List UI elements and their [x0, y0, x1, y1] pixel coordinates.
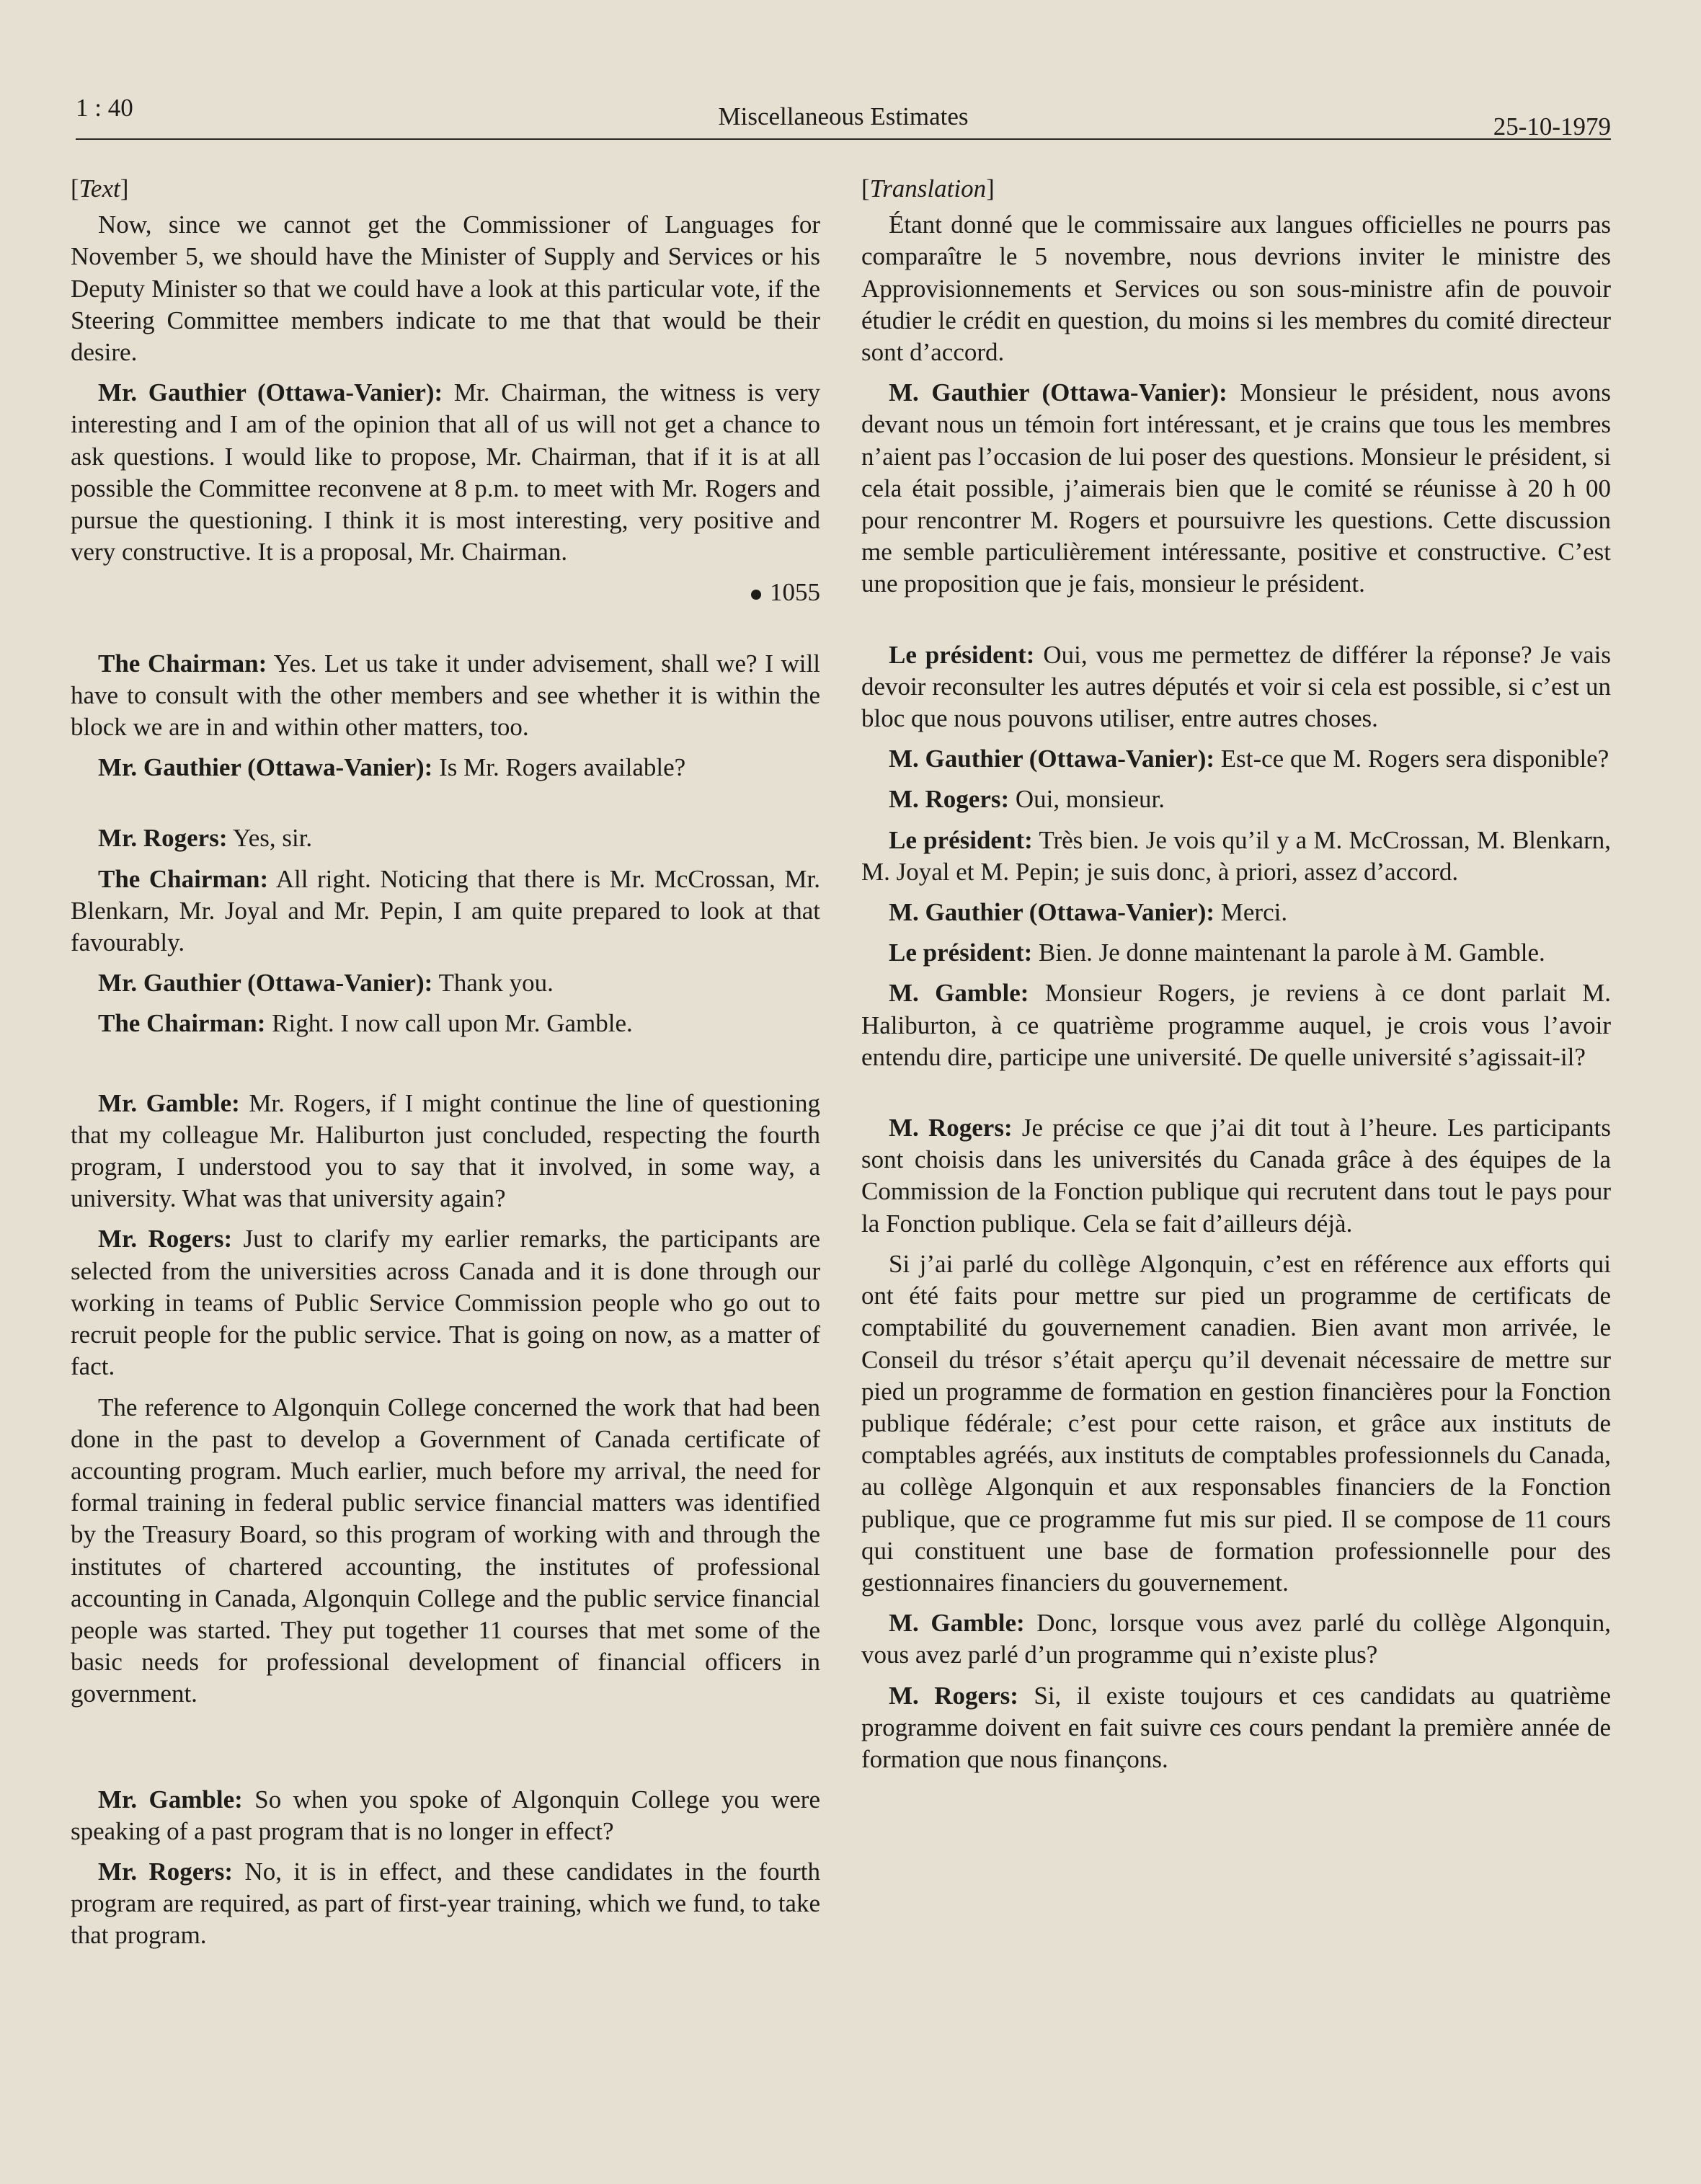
speaker: The Chairman: — [98, 649, 267, 678]
time-marker: 1055 — [71, 577, 820, 608]
speaker: Le président: — [889, 640, 1035, 669]
paragraph: Mr. Gamble: So when you spoke of Algonquin College you were speaking of a past program that is no longer in effect? — [71, 1785, 820, 1845]
speaker: Le président: — [889, 938, 1033, 967]
paragraph: Le président: Oui, vous me permettez de différer la réponse? Je vais devoir reconsulter les autres députés et voir si cela est possible, si c’est un bloc que nous pouvons utiliser, entre autres choses. — [861, 640, 1611, 733]
speaker: M. Rogers: — [889, 785, 1010, 814]
speaker: M. Gauthier (Ottawa-Vanier): — [889, 745, 1215, 773]
paragraph: M. Rogers: Si, il existe toujours et ces candidats au quatrième programme doivent en fait suivre ces cours pendant la première année de formation que nous finançons. — [861, 1681, 1612, 1773]
paragraph: The reference to Algonquin College concerned the work that had been done in the past to develop a Government of Canada certificate of accounting program. Much earlier, much before my arrival, the need for formal training in federal public service financial matters was identified by the Treasury Board, so this program of working with and through the institutes of chartered accounting, the institutes of professional accounting in Canada, Algonquin College and the public service financial people was started. They put together 11 courses that met some of the basic needs for professional development of financial officers in government. — [71, 1393, 820, 1708]
paragraph: The Chairman: Yes. Let us take it under advisement, shall we? I will have to consult with the other members and see whether it is within the block we are in and within other matters, too. — [71, 649, 820, 742]
paragraph: The Chairman: All right. Noticing that there is Mr. McCrossan, Mr. Blenkarn, Mr. Joyal and Mr. Pepin, I am quite prepared to look at that favourably. — [71, 864, 821, 957]
speaker: M. Gamble: — [889, 1609, 1025, 1638]
bullet-icon — [751, 590, 761, 600]
paragraph: Étant donné que le commissaire aux langues officielles ne pourrs pas comparaître le 5 novembre, nous devrions inviter le ministre des Approvisionnements et Services ou son sous-ministre afin de pouvoir étudier le crédit en question, du moins si les membres du comité directeur sont d’accord. — [861, 210, 1611, 367]
page-header — [76, 92, 1611, 140]
paragraph: Mr. Gauthier (Ottawa-Vanier): Is Mr. Rogers available? — [98, 753, 686, 782]
speaker: Mr. Gamble: — [98, 1088, 240, 1117]
translation-tag: [Translation] — [861, 174, 995, 203]
paragraph: Mr. Rogers: Just to clarify my earlier remarks, the participants are selected from the universities across Canada and it is done through our working in teams of Public Service Commission people who go out to recruit people for the public service. That is going on now, as a matter of fact. — [71, 1225, 820, 1381]
paragraph: Now, since we cannot get the Commissioner of Languages for November 5, we should have the Minister of Supply and Services or his Deputy Minister so that we could have a look at this particular vote, if the Steering Committee members indicate to me that that would be their desire. — [71, 210, 820, 367]
paragraph: Le président: Très bien. Je vois qu’il y a M. McCrossan, M. Blenkarn, M. Joyal et M. Pepin; je suis donc, à priori, assez d’accord. — [861, 825, 1611, 886]
paragraph: M. Rogers: Je précise ce que j’ai dit tout à l’heure. Les participants sont choisis dans les universités du Canada grâce à des équipes de la Commission de la Fonction publique qui recrutent dans tout le pays pour la Fonction publique. Cela se fait d’ailleurs déjà. — [861, 1114, 1611, 1238]
paragraph: M. Gamble: Donc, lorsque vous avez parlé du collège Algonquin, vous avez parlé d’un programme qui n’existe plus? — [861, 1609, 1611, 1669]
speaker: Mr. Gauthier (Ottawa-Vanier): — [98, 378, 443, 407]
paragraph: M. Gauthier (Ottawa-Vanier): Est-ce que M. Rogers sera disponible? — [889, 745, 1609, 773]
paragraph: M. Gauthier (Ottawa-Vanier): Merci. — [889, 898, 1288, 927]
french-column — [861, 173, 1611, 1784]
speaker: M. Rogers: — [889, 1114, 1013, 1142]
speaker: The Chairman: — [98, 864, 269, 893]
english-column — [71, 173, 820, 1961]
running-title: Miscellaneous Estimates — [718, 102, 969, 130]
speaker: M. Gauthier (Ottawa-Vanier): — [889, 378, 1227, 407]
paragraph: Mr. Rogers: Yes, sir. — [98, 824, 313, 853]
paragraph: Mr. Gauthier (Ottawa-Vanier): Thank you. — [98, 969, 554, 998]
paragraph: Si j’ai parlé du collège Algonquin, c’est en référence aux efforts qui ont été faits pour mettre sur pied un programme de certificats de comptabilité du gouvernement canadien. Bien avant mon arrivée, le Conseil du trésor s’était aperçu qu’il devenait nécessaire de mettre sur pied un programme de formation en gestion financières pour la Fonction publique fédérale; c’est pour cette raison, et grâce aux instituts de comptables agréés, aux instituts de comptables professionnels du Canada, au collège Algonquin et aux responsables financiers de la Fonction publique, que ce programme fut mis sur pied. Il se compose de 11 cours qui constituent une base de formation professionnelle pour des gestionnaires financiers du gouvernement. — [861, 1249, 1611, 1597]
speaker: Mr. Rogers: — [98, 1225, 233, 1253]
page-number: 1 : 40 — [76, 94, 133, 122]
text-tag: [Text] — [71, 174, 129, 203]
paragraph: M. Rogers: Oui, monsieur. — [889, 785, 1165, 814]
speaker: Le président: — [889, 825, 1033, 854]
paragraph: M. Gamble: Monsieur Rogers, je reviens à ce dont parlait M. Haliburton, à ce quatrième programme auquel, je crois vous l’avoir entendu dire, participe une université. De quelle université s’agissait-il? — [861, 979, 1611, 1071]
paragraph: Le président: Bien. Je donne maintenant la parole à M. Gamble. — [889, 938, 1545, 967]
speaker: M. Gamble: — [889, 979, 1029, 1008]
paragraph: Mr. Gauthier (Ottawa-Vanier): Mr. Chairman, the witness is very interesting and I am of the opinion that all of us will not get a chance to ask questions. I would like to propose, Mr. Chairman, that if it is at all possible the Committee reconvene at 8 p.m. to meet with Mr. Rogers and pursue the questioning. I think it is most interesting, very positive and very constructive. It is a proposal, Mr. Chairman. — [71, 378, 820, 567]
sitting-date: 25-10-1979 — [1493, 112, 1611, 141]
speaker: The Chairman: — [98, 1009, 266, 1038]
speaker: Mr. Rogers: — [98, 1857, 234, 1886]
paragraph: Mr. Rogers: No, it is in effect, and these candidates in the fourth program are required, as part of first-year training, which we fund, to take that program. — [71, 1857, 820, 1950]
speaker: Mr. Gamble: — [98, 1785, 243, 1814]
speaker: Mr. Gauthier (Ottawa-Vanier): — [98, 969, 433, 998]
paragraph: M. Gauthier (Ottawa-Vanier): Monsieur le président, nous avons devant nous un témoin fort intéressant, et je crains que tous les membres n’aient pas l’occasion de lui poser des questions. Monsieur le président, si cela était possible, j’aimerais bien que le comité se réunisse à 20 h 00 pour rencontrer M. Rogers et poursuivre les questions. Cette discussion me semble particulièrement intéressante, positive et constructive. C’est une proposition que je fais, monsieur le président. — [861, 378, 1612, 598]
speaker: Mr. Gauthier (Ottawa-Vanier): — [98, 753, 433, 782]
speaker: M. Rogers: — [889, 1681, 1018, 1710]
speaker: Mr. Rogers: — [98, 824, 228, 853]
paragraph: Mr. Gamble: Mr. Rogers, if I might continue the line of questioning that my colleague Mr. Haliburton just concluded, respecting the fourth program, I understood you to say that it involved, in some way, a university. What was that university again? — [71, 1088, 820, 1213]
paragraph: The Chairman: Right. I now call upon Mr. Gamble. — [98, 1009, 633, 1038]
speaker: M. Gauthier (Ottawa-Vanier): — [889, 898, 1215, 927]
